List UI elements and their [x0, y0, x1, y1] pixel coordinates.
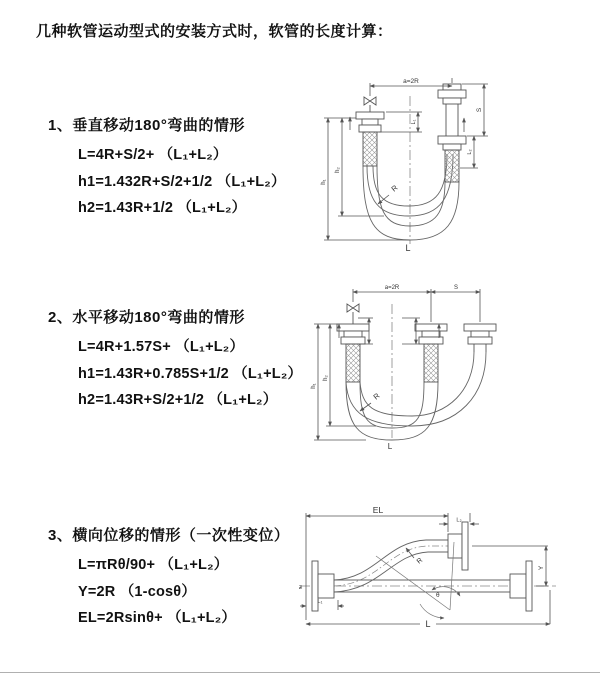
dim-label-r: R	[415, 556, 425, 566]
section-heading: 2、水平移动180°弯曲的情形	[48, 309, 245, 326]
dim-label-s: S	[453, 285, 459, 291]
pipe-fittings	[337, 324, 496, 382]
dim-label-h1: h₁	[311, 383, 317, 389]
dim-label-r: R	[371, 391, 382, 402]
diagram-horizontal-movement	[306, 278, 591, 453]
dim-label-a2r: a=2R	[384, 285, 400, 291]
dim-label-l: L	[405, 243, 411, 253]
dim-label-s: S	[476, 107, 483, 113]
section-heading: 1、垂直移动180°弯曲的情形	[48, 117, 245, 134]
dimension-lines	[300, 513, 550, 624]
valve-symbol	[364, 97, 376, 112]
formula-line: h1=1.432R+S/2+1/2 （L₁+L₂）	[78, 173, 286, 190]
fixed-pipe-fitting	[356, 112, 384, 166]
page-title: 几种软管运动型式的安装方式时，软管的长度计算：	[36, 23, 393, 40]
section-vertical-movement	[48, 114, 286, 222]
dim-label-l2: L₂	[467, 149, 473, 155]
dim-label-r: R	[389, 183, 400, 194]
dim-label-a2r: a=2R	[403, 78, 419, 85]
diagram-lateral-displacement	[298, 502, 588, 652]
formula-line: L=πRθ/90+ （L₁+L₂）	[78, 557, 229, 573]
dim-label-el: EL	[372, 505, 384, 515]
dim-label-theta: θ	[436, 592, 440, 599]
dim-label-l: L	[387, 442, 393, 451]
dim-label-l2: L₂	[456, 517, 462, 524]
valve-symbol	[347, 304, 359, 324]
axis-mark: ƶ	[299, 584, 303, 591]
hose-curves	[346, 352, 486, 440]
formula-line: L=4R+1.57S+ （L₁+L₂）	[78, 339, 245, 355]
diagram-vertical-movement	[312, 70, 582, 255]
formula-line: EL=2Rsinθ+ （L₁+L₂）	[78, 610, 237, 626]
formula-line: h1=1.43R+0.785S+1/2 （L₁+L₂）	[78, 365, 303, 382]
dim-label-h2: h₂	[323, 375, 329, 381]
formula-line: h2=1.43R+S/2+1/2 （L₁+L₂）	[78, 392, 278, 408]
flanges	[312, 522, 532, 611]
dim-label-l1: L₁	[411, 119, 417, 125]
formula-line: L=4R+S/2+ （L₁+L₂）	[78, 147, 228, 163]
dim-label-l1: L₁	[317, 599, 323, 605]
dim-label-h2: h₂	[335, 167, 341, 173]
formula-line: h2=1.43R+1/2 （L₁+L₂）	[78, 200, 247, 216]
section-horizontal-movement	[48, 306, 302, 414]
section-heading: 3、横向位移的情形（一次性变位）	[48, 527, 290, 544]
formula-line: Y=2R （1-cosθ）	[78, 583, 197, 600]
dim-label-h1: h₁	[321, 179, 327, 185]
hose-curves	[334, 540, 510, 592]
dim-label-l: L	[425, 619, 431, 629]
dimension-lines	[314, 289, 480, 440]
page-bottom-rule	[0, 672, 600, 673]
section-lateral-displacement	[48, 524, 289, 632]
dim-label-y: Y	[538, 565, 545, 571]
moving-pipe-fitting	[438, 84, 466, 182]
